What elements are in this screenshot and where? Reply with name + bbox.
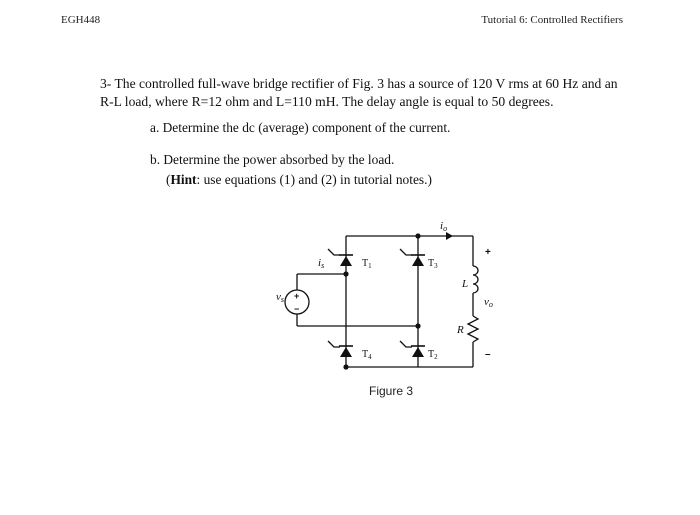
part-a: a. Determine the dc (average) component of the current. [150,120,451,135]
part-b: b. Determine the power absorbed by the load. [150,152,395,167]
label-is: is [318,257,325,270]
thyristor-t2 [411,346,425,357]
load-minus-sign: – [485,349,491,360]
junction-dots [343,233,420,369]
label-vs: vs [276,291,285,304]
thyristor-t3 [411,255,425,266]
problem-statement: 3- The controlled full-wave bridge rectifier of Fig. 3 has a source of 120 V rms at 60 Hz and an R-L load, where R=12 ohm and L=110 mH. The delay angle is equal to 50 degrees. [100,76,618,109]
source-plus-sign: + [294,291,300,301]
label-vo: vo [484,296,493,309]
tutorial-title: Tutorial 6: Controlled Rectifiers [481,14,623,26]
thyristor-t4 [339,346,353,357]
label-t1: $T_1$ [362,258,372,270]
label-t2: $T_2$ [428,349,438,361]
load-plus-sign: + [485,247,491,258]
label-t3: $T_3$ [428,258,438,270]
source-minus-sign: − [294,304,300,314]
hint-open: ( [166,172,171,187]
label-l: L [462,278,469,290]
label-r: R [457,324,464,336]
hint-label: Hint [170,172,197,187]
figure-caption: Figure 3 [368,384,414,398]
io-arrow [446,232,453,240]
label-t4: $T_4$ [362,349,372,361]
course-code: EGH448 [61,14,101,26]
hint-text: : use equations (1) and (2) in tutorial notes.) [196,172,432,187]
label-io: io [440,220,448,233]
thyristor-t1 [339,255,353,266]
circuit-wires [297,236,478,367]
